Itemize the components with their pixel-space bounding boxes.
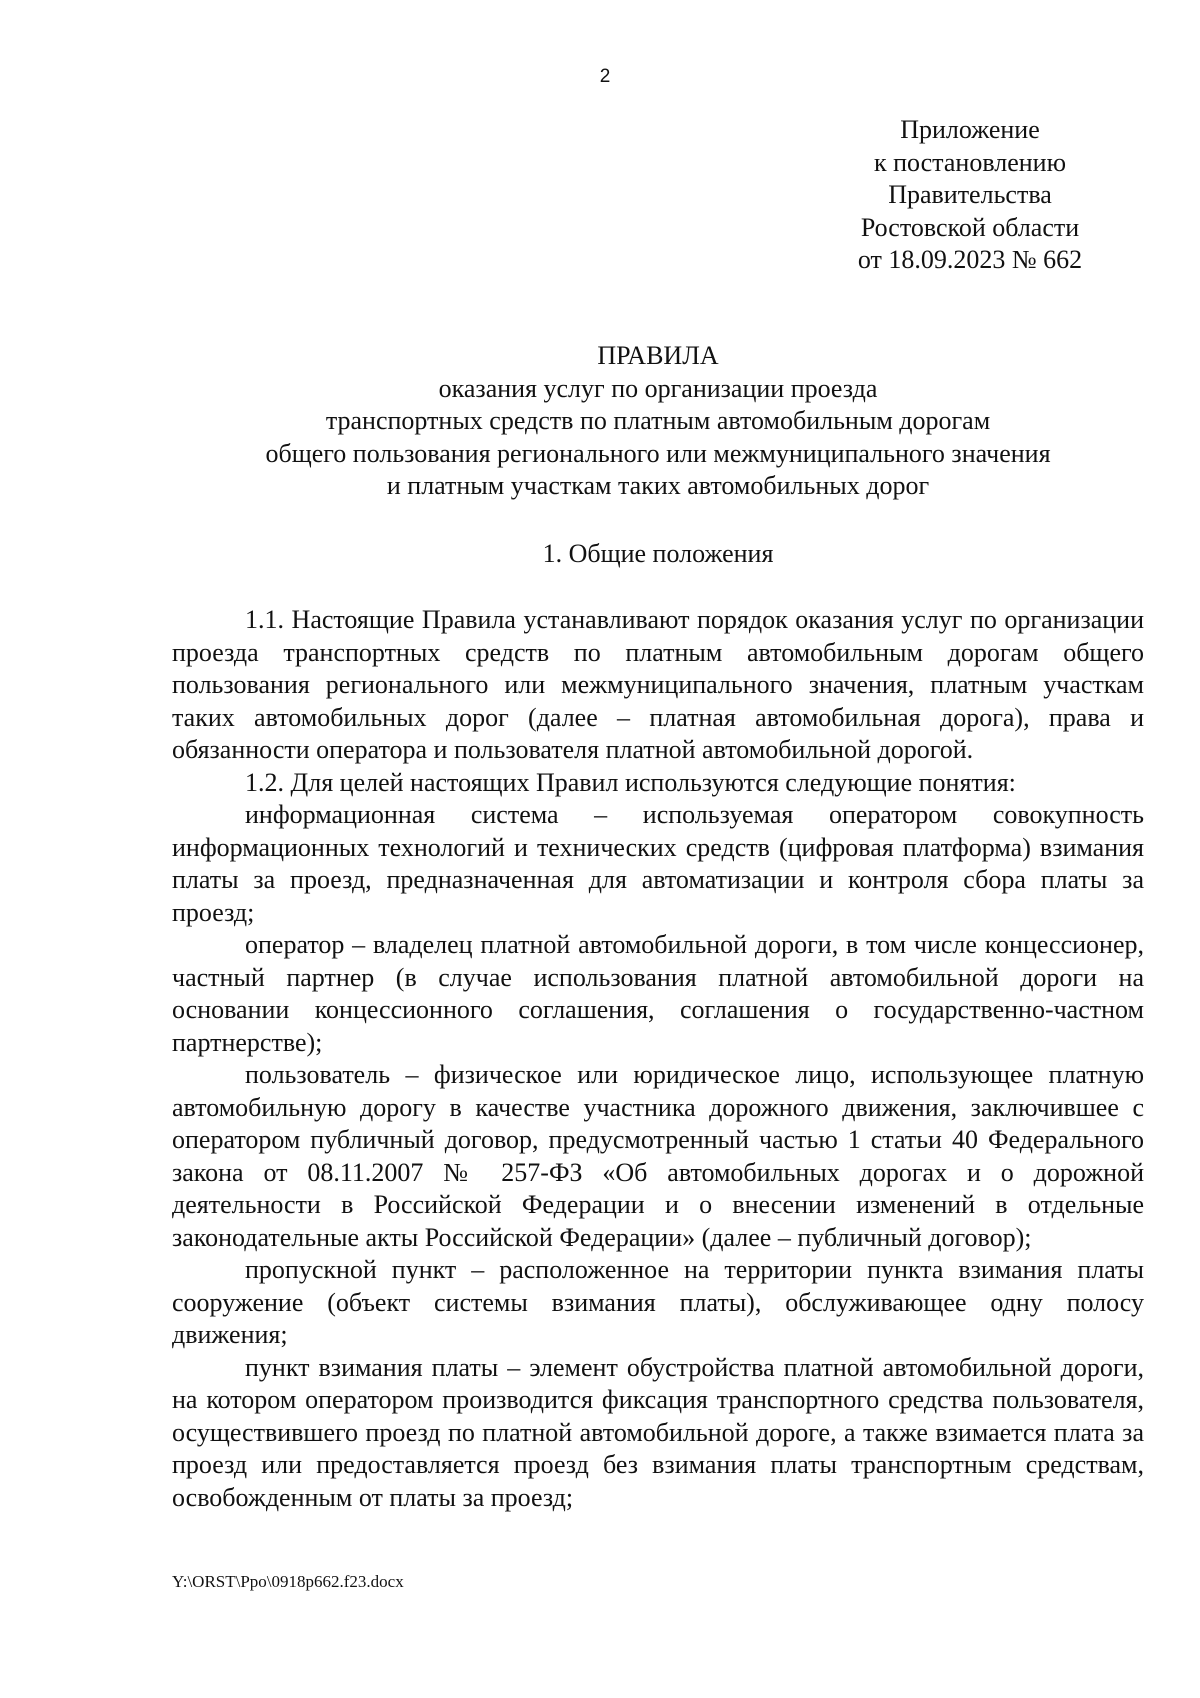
appendix-line: Ростовской области: [860, 212, 1080, 242]
page-number: 2: [599, 66, 611, 87]
section-heading: 1. Общие положения: [542, 539, 774, 568]
title-line: и платным участкам таких автомобильных дорог: [386, 471, 930, 500]
appendix-block: [835, 114, 1105, 277]
paragraph: 1.1. Настоящие Правила устанавливают порядок оказания услуг по организации проезда транспортных средств по платным автомобильным дорогам общего пользования регионального или межмуниципального значения, платным участкам таких автомобильных дорог (далее – платная автомобильная дорога), права и обязанности оператора и пользователя платной автомобильной дорогой.: [172, 605, 1144, 764]
appendix-line: Правительства: [888, 180, 1052, 209]
footer-file-path: Y:\ORST\Ppo\0918p662.f23.docx: [172, 1572, 404, 1591]
title-heading: ПРАВИЛА: [597, 341, 719, 370]
document-title: [170, 340, 1146, 503]
definition-paragraph: пропускной пункт – расположенное на территории пункта взимания платы сооружение (объект системы взимания платы), обслуживающее одну полосу движения;: [172, 1255, 1144, 1349]
title-line: оказания услуг по организации проезда: [438, 373, 878, 403]
appendix-line: к постановлению: [873, 147, 1067, 177]
section-body: [172, 604, 1144, 1514]
definition-paragraph: пункт взимания платы – элемент обустройства платной автомобильной дороги, на котором оператором производится фиксация транспортного средства пользователя, осуществившего проезд по платной автомобильной дороге, а также взимается плата за проезд или предоставляется проезд без взимания платы транспортным средствам, освобожденным от платы за проезд;: [172, 1352, 1144, 1512]
title-line: общего пользования регионального или межмуниципального значения: [265, 438, 1051, 468]
definition-paragraph: информационная система – используемая оператором совокупность информационных технологий и технических средств (цифровая платформа) взимания платы за проезд, предназначенная для автоматизации и контроля сбора платы за проезд;: [172, 800, 1144, 927]
definition-paragraph: пользователь – физическое или юридическое лицо, использующее платную автомобильную дорогу в качестве участника дорожного движения, заключившее с оператором публичный договор, предусмотренный частью 1 статьи 40 Федерального закона от 08.11.2007 № 257-ФЗ «Об автомобильных дорогах и о дорожной деятельности в Российской Федерации и о внесении изменений в отдельные законодательные акты Российской Федерации» (далее – публичный договор);: [172, 1060, 1144, 1252]
appendix-line: Приложение: [900, 115, 1040, 144]
title-line: транспортных средств по платным автомобильным дорогам: [325, 406, 991, 435]
paragraph: 1.2. Для целей настоящих Правил используются следующие понятия:: [245, 767, 1016, 797]
definition-paragraph: оператор – владелец платной автомобильной дороги, в том числе концессионер, частный партнер (в случае использования платной автомобильной дороги на основании концессионного соглашения, соглашения о государственно-частном партнерстве);: [172, 930, 1144, 1057]
appendix-line: от 18.09.2023 № 662: [857, 245, 1083, 274]
